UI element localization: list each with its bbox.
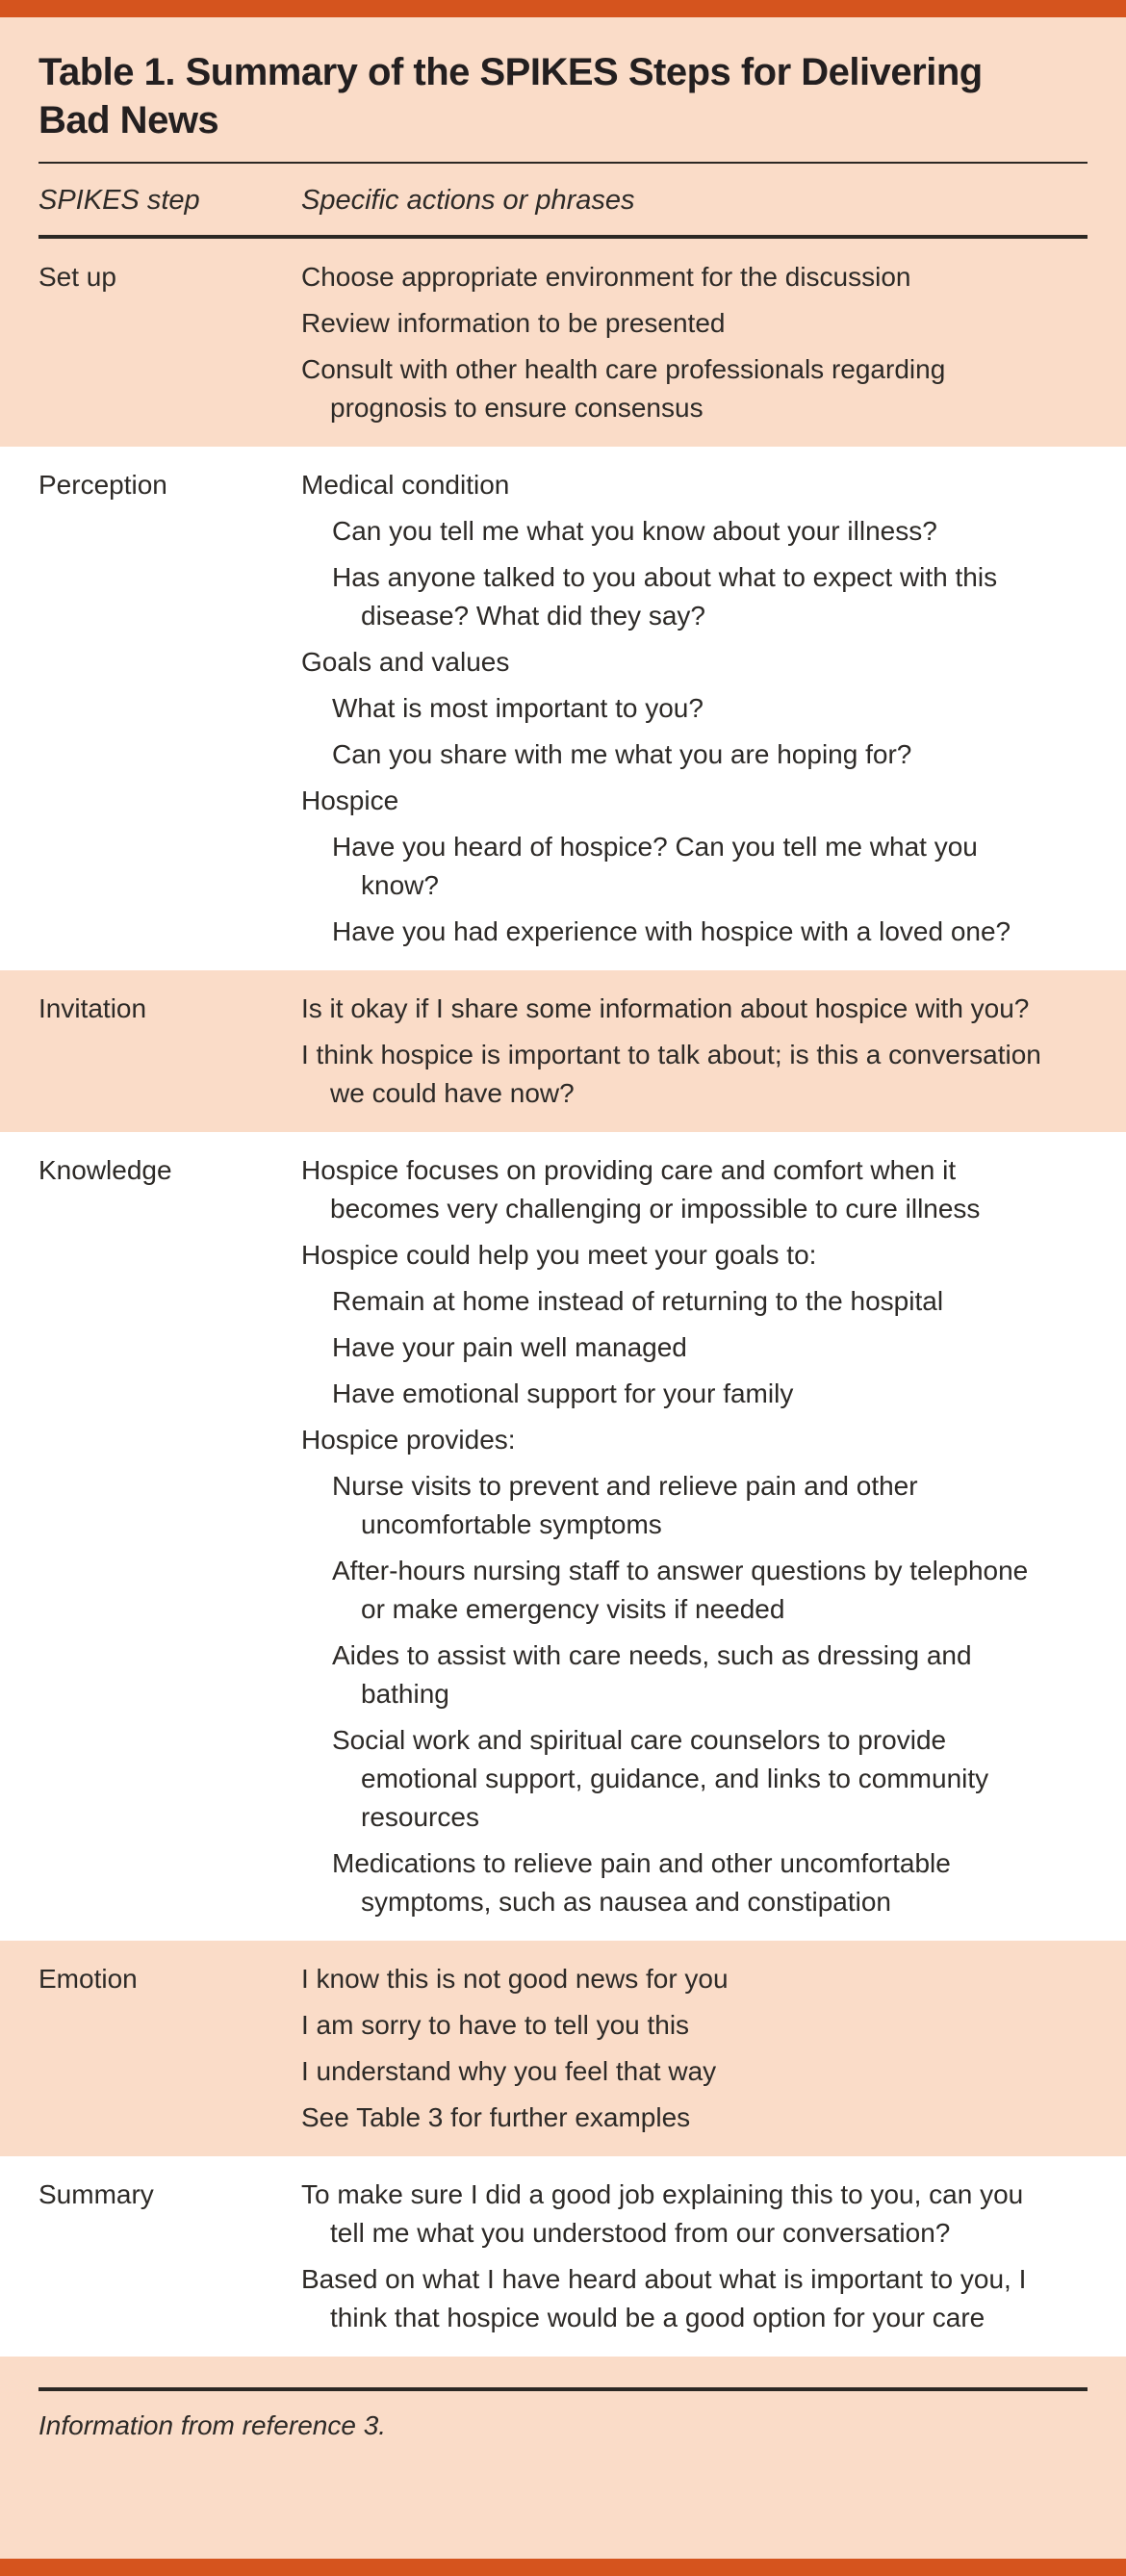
actions-cell [301, 258, 1126, 427]
action-item: Goals and values [301, 647, 510, 677]
action-item: Remain at home instead of returning to the hospital [332, 1286, 944, 1316]
action-item: I think hospice is important to talk about; is this a conversation we could have now? [301, 1040, 1041, 1108]
column-header-row [0, 164, 1126, 235]
action-item: Have you had experience with hospice with a loved one? [332, 916, 1011, 946]
table-row-knowledge [0, 1132, 1126, 1941]
column-header-specific-actions: Specific actions or phrases [301, 185, 635, 216]
table-row-invitation [0, 970, 1126, 1132]
bottom-accent-bar [0, 2559, 1126, 2576]
table-footnote: Information from reference 3. [38, 2410, 387, 2440]
spikes-step-label: Invitation [38, 993, 147, 1023]
action-item: Is it okay if I share some information about hospice with you? [301, 993, 1030, 1023]
spikes-step-label: Knowledge [38, 1155, 172, 1185]
table-rows [0, 239, 1126, 2357]
action-item: To make sure I did a good job explaining this to you, can you tell me what you understood from our conversation? [301, 2179, 1024, 2248]
spikes-step-label: Summary [38, 2179, 154, 2209]
action-item: Hospice [301, 786, 399, 815]
action-item: Hospice provides: [301, 1425, 516, 1455]
spikes-step-label: Set up [38, 262, 116, 292]
table-row-perception [0, 447, 1126, 970]
action-item: Consult with other health care professionals regarding prognosis to ensure consensus [301, 354, 946, 423]
table-row-emotion [0, 1941, 1126, 2156]
action-item: Have you heard of hospice? Can you tell me what you know? [332, 832, 978, 900]
table-title: Table 1. Summary of the SPIKES Steps for Delivering Bad News [38, 51, 983, 142]
action-item: Medical condition [301, 470, 510, 500]
action-item: Can you tell me what you know about your illness? [332, 516, 937, 546]
action-item: Review information to be presented [301, 308, 726, 338]
column-header-spikes-step: SPIKES step [38, 185, 200, 216]
table-header-band [0, 17, 1126, 239]
top-accent-bar [0, 0, 1126, 17]
action-item: I know this is not good news for you [301, 1964, 729, 1994]
table-row-set-up [0, 239, 1126, 447]
action-item: Medications to relieve pain and other uncomfortable symptoms, such as nausea and constipation [332, 1848, 951, 1917]
action-item: Have emotional support for your family [332, 1378, 794, 1408]
action-item: Has anyone talked to you about what to expect with this disease? What did they say? [332, 562, 998, 631]
actions-cell [301, 1960, 1126, 2137]
action-item: After-hours nursing staff to answer questions by telephone or make emergency visits if needed [332, 1556, 1029, 1624]
action-item: Based on what I have heard about what is important to you, I think that hospice would be a good option for your care [301, 2264, 1027, 2332]
action-item: Can you share with me what you are hoping for? [332, 739, 912, 769]
action-item: Have your pain well managed [332, 1332, 687, 1362]
action-item: Aides to assist with care needs, such as dressing and bathing [332, 1640, 972, 1709]
spikes-step-label: Perception [38, 470, 167, 500]
spikes-step-label: Emotion [38, 1964, 138, 1994]
action-item: Hospice focuses on providing care and comfort when it becomes very challenging or impossible to cure illness [301, 1155, 981, 1224]
action-item: I am sorry to have to tell you this [301, 2010, 690, 2040]
action-item: See Table 3 for further examples [301, 2102, 691, 2132]
actions-cell [301, 2176, 1126, 2337]
actions-cell [301, 1151, 1126, 1921]
actions-cell [301, 990, 1126, 1113]
action-item: Choose appropriate environment for the discussion [301, 262, 911, 292]
action-item: Hospice could help you meet your goals to: [301, 1240, 817, 1270]
action-item: Social work and spiritual care counselors to provide emotional support, guidance, and links to community resources [332, 1725, 989, 1832]
table-row-summary [0, 2156, 1126, 2357]
table-footer-band [0, 2357, 1126, 2559]
action-item: I understand why you feel that way [301, 2056, 717, 2086]
actions-cell [301, 466, 1126, 951]
action-item: What is most important to you? [332, 693, 704, 723]
action-item: Nurse visits to prevent and relieve pain and other uncomfortable symptoms [332, 1471, 918, 1539]
